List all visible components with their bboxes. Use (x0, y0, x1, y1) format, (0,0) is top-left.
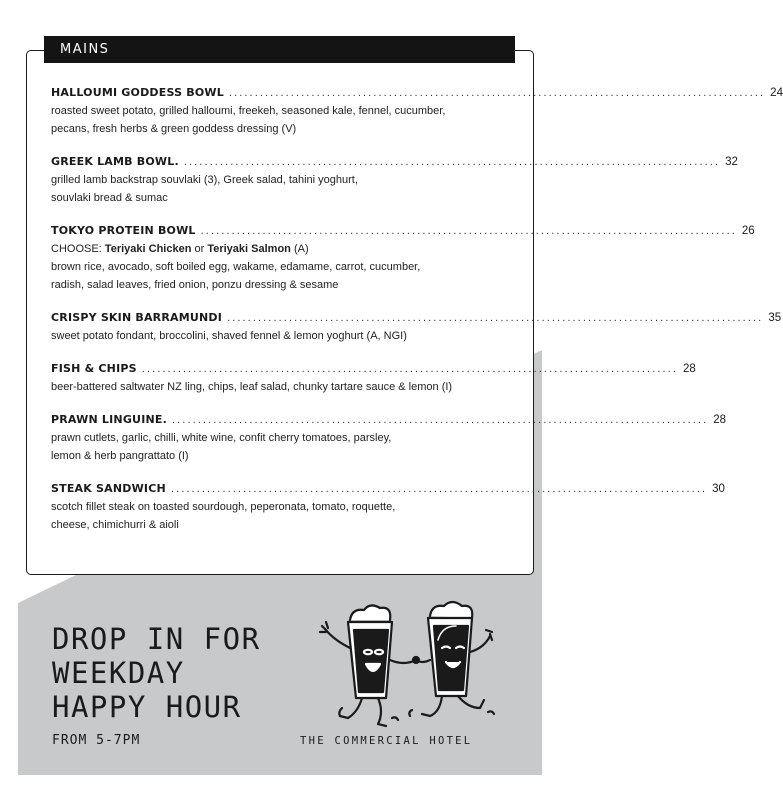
leader-dots: ........................................................................................................ (171, 414, 709, 426)
item-description: brown rice, avocado, soft boiled egg, wakame, edamame, carrot, cucumber, (51, 261, 421, 273)
item-name: GREEK LAMB BOWL. (51, 155, 179, 168)
item-price: 26 (741, 225, 755, 237)
item-description: lemon & herb pangrattato (I) (51, 450, 189, 462)
item-description: prawn cutlets, garlic, chilli, white wine, confit cherry tomatoes, parsley, (51, 432, 392, 444)
item-name: CRISPY SKIN BARRAMUNDI (51, 311, 223, 324)
choose-option-a: Teriyaki Chicken (104, 243, 192, 255)
item-description: roasted sweet potato, grilled halloumi, freekeh, seasoned kale, fennel, cucumber, (51, 105, 446, 117)
item-description: sweet potato fondant, broccolini, shaved fennel & lemon yoghurt (A, NGI) (51, 330, 407, 342)
leader-dots: ........................................................................................................ (183, 156, 721, 168)
choose-line (51, 240, 506, 258)
menu-items (51, 86, 783, 551)
menu-item (51, 86, 783, 138)
leader-dots: ........................................................................................................ (227, 312, 764, 324)
item-name: PRAWN LINGUINE. (51, 413, 167, 426)
choose-suffix: (A) (290, 243, 309, 255)
menu-item (51, 155, 738, 207)
item-price: 28 (683, 363, 696, 375)
choose-option-b: Teriyaki Salmon (207, 243, 291, 255)
item-description: grilled lamb backstrap souvlaki (3), Greek salad, tahini yoghurt, (51, 174, 358, 186)
choose-or: or (191, 243, 208, 255)
leader-dots: ........................................................................................................ (200, 225, 737, 237)
promo-subtitle: FROM 5-7PM (52, 733, 141, 748)
item-name: HALLOUMI GODDESS BOWL (51, 86, 224, 99)
menu-item (51, 413, 727, 465)
menu-item (51, 362, 696, 396)
choose-prefix: CHOOSE: (51, 243, 105, 255)
item-description: scotch fillet steak on toasted sourdough, peperonata, tomato, roquette, (51, 501, 396, 513)
item-price: 35 (768, 312, 782, 324)
leader-dots: ........................................................................................................ (170, 483, 708, 495)
item-name: FISH & CHIPS (51, 362, 137, 375)
menu-item (51, 482, 725, 534)
item-description: radish, salad leaves, fried onion, ponzu dressing & sesame (51, 279, 339, 291)
leader-dots: ........................................................................................................ (228, 87, 766, 99)
item-price: 24 (770, 87, 783, 99)
item-description: pecans, fresh herbs & green goddess dressing (V) (51, 123, 297, 135)
promo-title-line: WEEKDAY (52, 656, 185, 690)
item-description: beer-battered saltwater NZ ling, chips, leaf salad, chunky tartare sauce & lemon (I) (51, 381, 453, 393)
menu-item (51, 224, 755, 294)
section-title: MAINS (44, 36, 515, 63)
hotel-name: THE COMMERCIAL HOTEL (300, 735, 473, 747)
promo-title-line: HAPPY HOUR (52, 690, 242, 724)
promo-title (52, 622, 261, 724)
dancing-beer-glasses-icon (312, 600, 512, 732)
item-price: 32 (725, 156, 738, 168)
leader-dots: ........................................................................................................ (141, 363, 678, 375)
promo-title-line: DROP IN FOR (52, 622, 261, 656)
menu-item (51, 311, 782, 345)
item-price: 30 (712, 483, 725, 495)
item-name: STEAK SANDWICH (51, 482, 166, 495)
item-description: cheese, chimichurri & aioli (51, 519, 179, 531)
item-name: TOKYO PROTEIN BOWL (51, 224, 196, 237)
item-price: 28 (713, 414, 727, 426)
item-description: souvlaki bread & sumac (51, 192, 168, 204)
